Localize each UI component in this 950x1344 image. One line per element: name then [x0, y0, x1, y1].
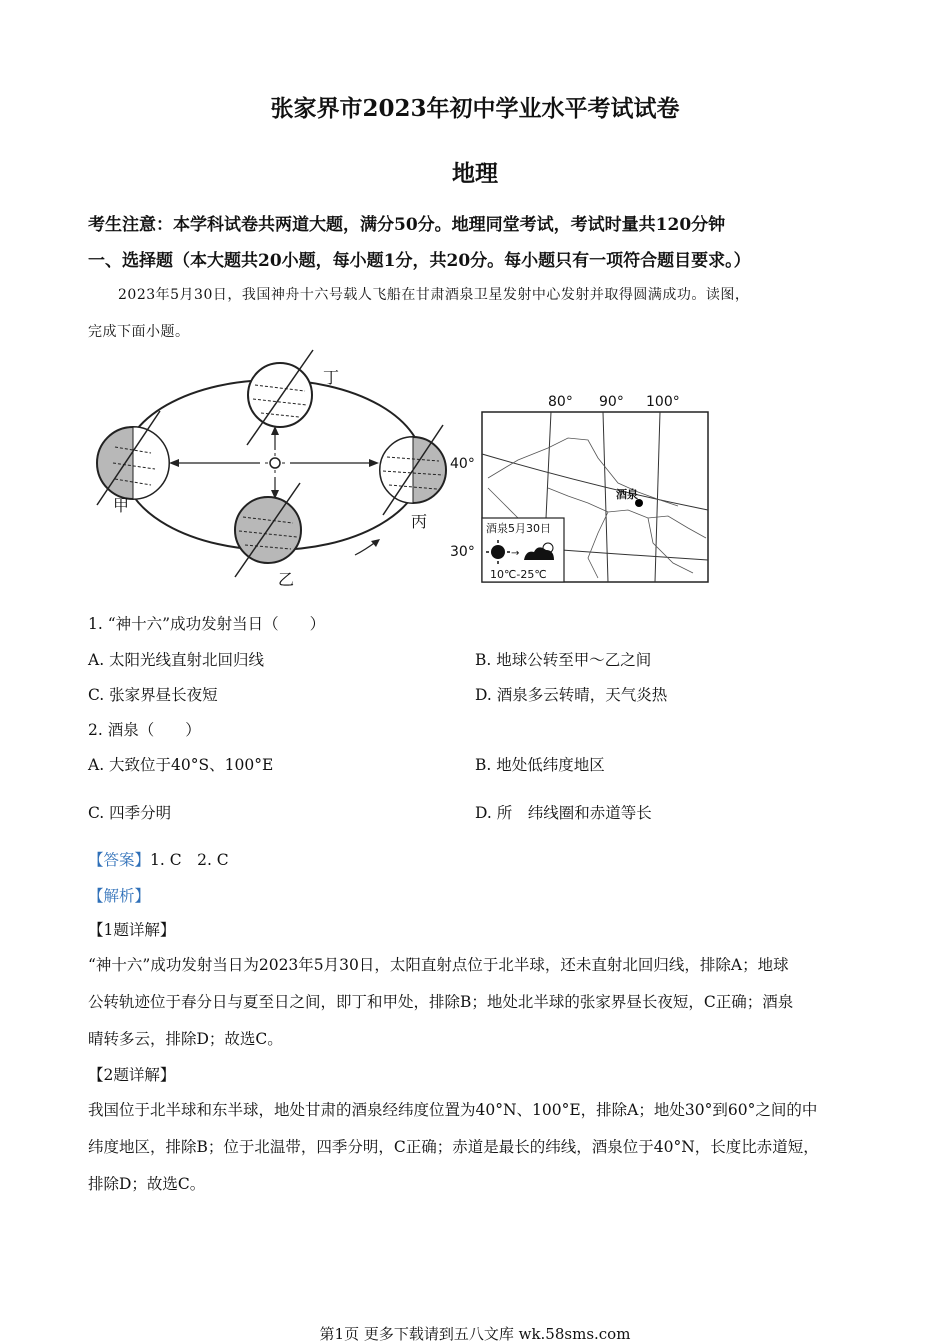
label-bing: 丙 [411, 512, 428, 531]
earth-jia [97, 411, 169, 505]
q1-detail-title: 【1题详解】 [88, 921, 176, 939]
svg-text:→: → [511, 548, 520, 559]
answer-value: 1. C 2. C [150, 851, 229, 869]
q2-option-d: D. 所 纬线圈和赤道等长 [475, 804, 652, 822]
jiuquan-label: 酒泉 [616, 488, 638, 501]
q1-option-c: C. 张家界昼长夜短 [88, 686, 218, 704]
q1-option-d: D. 酒泉多云转晴，天气炎热 [475, 686, 668, 704]
q1-detail-line-1: “神十六”成功发射当日为2023年5月30日，太阳直射点位于北半球，还未直射北回归线，排除A；地球 [88, 956, 789, 974]
earth-yi [235, 483, 301, 577]
q2-detail-line-2: 纬度地区，排除B；位于北温带，四季分明，C正确；赤道是最长的纬线，酒泉位于40°N，长度比赤道短， [88, 1138, 819, 1156]
inset-title: 酒泉5月30日 [486, 522, 551, 535]
q2-option-a: A. 大致位于40°S、100°E [88, 756, 274, 774]
q2-option-c: C. 四季分明 [88, 804, 172, 822]
label-yi: 乙 [278, 570, 295, 589]
lon-label-80: 80° [548, 394, 573, 410]
q1-option-a: A. 太阳光线直射北回归线 [88, 651, 265, 669]
q1-detail-line-3: 晴转多云，排除D；故选C。 [88, 1030, 283, 1048]
jiuquan-map [448, 388, 718, 588]
exam-title: 张家界市2023年初中学业水平考试试卷 [270, 95, 680, 122]
exam-notice: 考生注意：本学科试卷共两道大题，满分50分。地理同堂考试，考试时量共120分钟 [88, 215, 726, 235]
analysis-label: 【解析】 [88, 887, 151, 905]
lat-label-30: 30° [450, 544, 475, 560]
q2-detail-title: 【2题详解】 [88, 1066, 176, 1084]
answer-block [88, 848, 229, 870]
answer-label: 【答案】 [88, 851, 151, 869]
earth-ding [247, 350, 313, 445]
lon-label-90: 90° [599, 394, 624, 410]
q1-detail-line-2: 公转轨迹位于春分日与夏至日之间，即丁和甲处，排除B；地处北半球的张家界昼长夜短，C正确；酒泉 [88, 993, 794, 1011]
page-footer: 第1页 更多下载请到五八文库 wk.58sms.com [319, 1325, 631, 1343]
q2-detail-line-1: 我国位于北半球和东半球，地处甘肃的酒泉经纬度位置为40°N、100°E，排除A；地处30°到60°之间的中 [88, 1101, 818, 1119]
question-2-stem: 2. 酒泉（ ） [88, 721, 201, 739]
sun-icon [265, 453, 285, 473]
label-ding: 丁 [323, 368, 340, 387]
q2-detail-line-3: 排除D；故选C。 [88, 1175, 206, 1193]
section-heading: 一、选择题（本大题共20小题，每小题1分，共20分。每小题只有一项符合题目要求。） [88, 251, 751, 271]
subject-title: 地理 [452, 160, 498, 187]
earth-bing [380, 425, 446, 515]
q1-option-b: B. 地球公转至甲～乙之间 [475, 651, 652, 669]
inset-temp: 10℃-25℃ [490, 568, 547, 581]
q2-option-b: B. 地处低纬度地区 [475, 756, 605, 774]
intro-line-1: 2023年5月30日，我国神舟十六号载人飞船在甘肃酒泉卫星发射中心发射并取得圆满成功。读图， [118, 287, 750, 303]
lon-label-100: 100° [646, 394, 680, 410]
question-1-stem: 1. “神十六”成功发射当日（ ） [88, 615, 326, 633]
earth-orbit-diagram [85, 345, 460, 590]
label-jia: 甲 [113, 496, 130, 515]
intro-line-2: 完成下面小题。 [88, 324, 190, 340]
lat-label-40: 40° [450, 456, 475, 472]
